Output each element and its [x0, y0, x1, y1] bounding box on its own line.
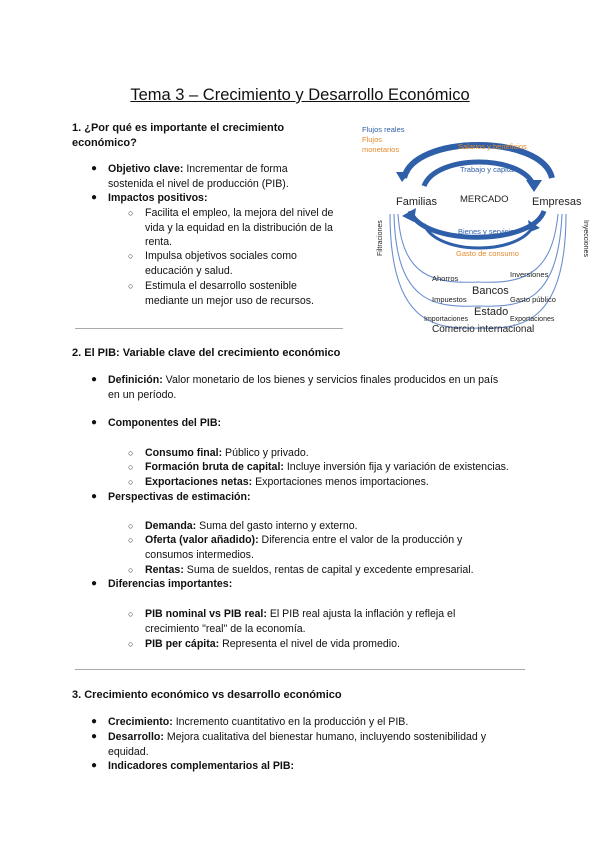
rentas-text: Suma de sueldos, rentas de capital y excedente empresarial.	[183, 564, 474, 576]
bullet-icon: ●	[91, 731, 98, 742]
definicion-text-1: Valor monetario de los bienes y servicios finales producidos en un país	[162, 374, 499, 386]
impacto-item-2	[145, 249, 297, 278]
impacto-item-3	[145, 279, 314, 308]
objetivo-label: Objetivo clave:	[108, 163, 184, 175]
label-exportaciones: Exportaciones	[510, 316, 555, 323]
divider	[75, 669, 525, 670]
bullet-icon: ●	[91, 760, 98, 771]
indicadores-label: Indicadores complementarios al PIB:	[108, 760, 295, 772]
label-impuestos: Impuestos	[432, 295, 467, 304]
impacto-2-line-2: educación y salud.	[145, 264, 233, 277]
label-salarios: Salarios y beneficios	[458, 142, 527, 151]
node-bancos: Bancos	[472, 285, 509, 297]
nominal-real-text-1: El PIB real ajusta la inflación y refleja el	[266, 608, 456, 620]
definicion-label: Definición:	[108, 374, 163, 386]
bullet-icon: ●	[91, 192, 98, 203]
legend-flujos-reales: Flujos reales	[362, 125, 405, 134]
componente-formacion	[145, 460, 509, 475]
circle-bullet-icon: ○	[128, 535, 134, 545]
crecimiento-label: Crecimiento:	[108, 716, 173, 728]
impacto-3-line-2: mediante un mejor uso de recursos.	[145, 294, 314, 307]
exportaciones-label: Exportaciones netas:	[145, 476, 253, 488]
exportaciones-text: Exportaciones menos importaciones.	[252, 476, 429, 488]
bullet-icon: ●	[91, 163, 98, 174]
page-title: Tema 3 – Crecimiento y Desarrollo Económico	[130, 86, 470, 104]
objetivo-item	[108, 162, 289, 191]
oferta-text-1: Diferencia entre el valor de la producción y	[258, 534, 463, 546]
outer-flow-arrowhead	[396, 172, 410, 182]
oferta-text-2: consumos intermedios.	[145, 548, 254, 561]
node-comercio: Comercio internacional	[432, 324, 535, 335]
bottom-flow-arrowhead	[402, 208, 416, 222]
circle-bullet-icon: ○	[128, 281, 134, 291]
per-capita-text: Representa el nivel de vida promedio.	[219, 638, 400, 650]
legend-flujos-monetarios-2: monetarios	[362, 145, 400, 154]
label-importaciones: Importaciones	[424, 316, 468, 323]
perspectivas-item	[108, 490, 251, 505]
impacto-1-line-1: Facilita el empleo, la mejora del nivel de	[145, 207, 334, 219]
bullet-icon: ●	[91, 374, 98, 385]
diferencias-label: Diferencias importantes:	[108, 578, 233, 590]
impacto-1-line-3: renta.	[145, 236, 173, 248]
bullet-icon: ●	[91, 716, 98, 727]
section-1-heading-line-2: económico?	[72, 136, 137, 149]
bullet-icon: ●	[91, 417, 98, 428]
perspectiva-demanda	[145, 519, 358, 534]
bullet-icon: ●	[91, 491, 98, 502]
perspectiva-rentas	[145, 563, 474, 578]
section-1-heading-line-1: 1. ¿Por qué es importante el crecimiento	[72, 122, 285, 134]
definicion-item	[108, 373, 498, 402]
desarrollo-text-1: Mejora cualitativa del bienestar humano, incluyendo sostenibilidad y	[163, 731, 487, 743]
diferencias-item	[108, 577, 232, 592]
rentas-label: Rentas:	[145, 564, 184, 576]
impactos-item	[108, 191, 207, 206]
componentes-item	[108, 416, 221, 431]
formacion-text: Incluye inversión fija y variación de existencias.	[283, 461, 509, 473]
circular-flow-diagram	[362, 116, 594, 342]
circle-bullet-icon: ○	[128, 208, 134, 218]
nominal-real-label: PIB nominal vs PIB real:	[145, 608, 267, 620]
circle-bullet-icon: ○	[128, 448, 134, 458]
node-mercado: MERCADO	[460, 194, 509, 205]
inner-flow-arrowhead	[526, 180, 542, 192]
componentes-label: Componentes del PIB:	[108, 417, 222, 429]
demanda-text: Suma del gasto interno y externo.	[196, 520, 358, 532]
circle-bullet-icon: ○	[128, 565, 134, 575]
label-trabajo: Trabajo y capital	[460, 165, 515, 174]
oferta-label: Oferta (valor añadido):	[145, 534, 259, 546]
impacto-2-line-1: Impulsa objetivos sociales como	[145, 250, 297, 262]
crecimiento-item	[108, 715, 408, 730]
definicion-text-2: en un período.	[108, 388, 177, 401]
circle-bullet-icon: ○	[128, 462, 134, 472]
desarrollo-item	[108, 730, 486, 759]
label-filtraciones: Filtraciones	[377, 220, 384, 256]
diferencia-nominal-real	[145, 607, 455, 636]
divider	[75, 328, 343, 329]
circle-bullet-icon: ○	[128, 609, 134, 619]
label-inyecciones: Inyecciones	[582, 220, 589, 257]
consumo-text: Público y privado.	[222, 447, 309, 459]
circle-bullet-icon: ○	[128, 477, 134, 487]
node-estado: Estado	[474, 306, 509, 318]
bullet-icon: ●	[91, 578, 98, 589]
circle-bullet-icon: ○	[128, 639, 134, 649]
demanda-label: Demanda:	[145, 520, 197, 532]
node-familias: Familias	[396, 196, 437, 208]
section-1-heading	[72, 121, 284, 150]
componente-consumo	[145, 446, 309, 461]
desarrollo-label: Desarrollo:	[108, 731, 164, 743]
label-bienes: Bienes y servicios	[458, 227, 519, 236]
per-capita-label: PIB per cápita:	[145, 638, 220, 650]
section-2-heading: 2. El PIB: Variable clave del crecimiento económico	[72, 347, 341, 359]
diferencia-per-capita	[145, 637, 400, 652]
circle-bullet-icon: ○	[128, 521, 134, 531]
label-ahorros: Ahorros	[432, 274, 459, 283]
label-inversiones: Inversiones	[510, 270, 549, 279]
impactos-label: Impactos positivos:	[108, 192, 208, 204]
nominal-real-text-2: crecimiento "real" de la economía.	[145, 622, 306, 635]
circle-bullet-icon: ○	[128, 251, 134, 261]
perspectivas-label: Perspectivas de estimación:	[108, 491, 251, 503]
desarrollo-text-2: equidad.	[108, 745, 149, 758]
componente-exportaciones	[145, 475, 429, 490]
consumo-label: Consumo final:	[145, 447, 223, 459]
perspectiva-oferta	[145, 533, 462, 562]
label-gasto-publico: Gasto público	[510, 295, 556, 304]
indicadores-item	[108, 759, 294, 774]
impacto-3-line-1: Estimula el desarrollo sostenible	[145, 280, 297, 292]
objetivo-text-2: sostenida el nivel de producción (PIB).	[108, 177, 289, 190]
legend-flujos-monetarios-1: Flujos	[362, 135, 383, 144]
crecimiento-text: Incremento cuantitativo en la producción y el PIB.	[172, 716, 409, 728]
formacion-label: Formación bruta de capital:	[145, 461, 284, 473]
label-gasto-consumo: Gasto de consumo	[456, 249, 519, 258]
impacto-item-1	[145, 206, 333, 250]
impacto-1-line-2: vida y la equidad en la distribución de la	[145, 221, 333, 234]
node-empresas: Empresas	[532, 196, 582, 208]
objetivo-text-1: Incrementar de forma	[183, 163, 288, 175]
section-3-heading: 3. Crecimiento económico vs desarrollo económico	[72, 689, 342, 701]
